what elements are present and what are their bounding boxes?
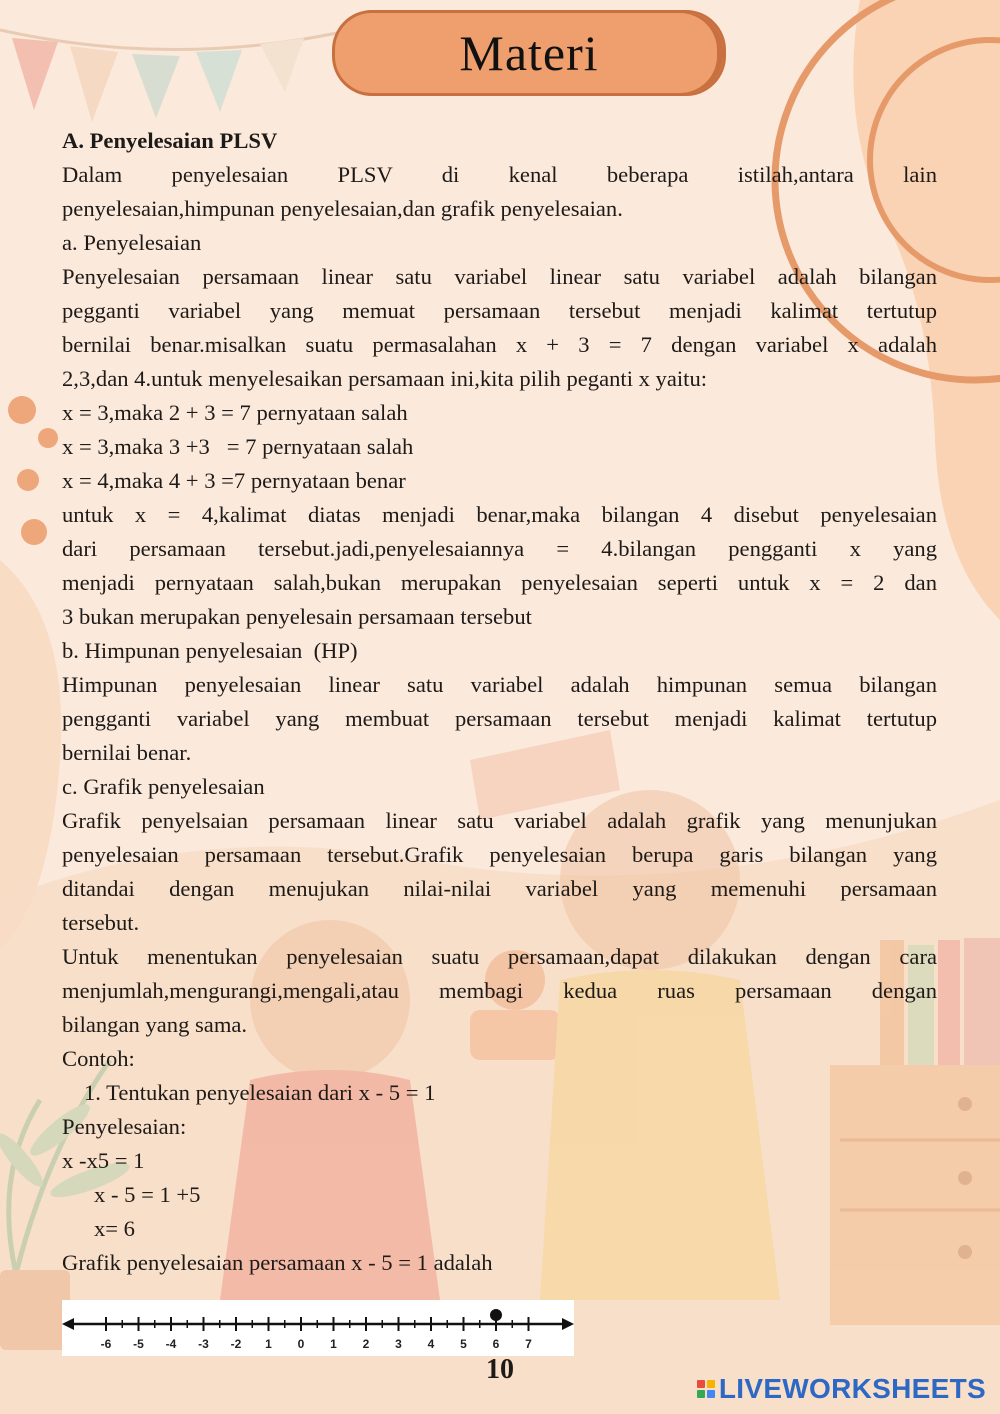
number-line-label: -6 <box>100 1337 112 1351</box>
paragraph-line: dari persamaan tersebut.jadi,penyelesaiannya = 4.bilangan pengganti x yang <box>62 536 937 561</box>
trial-line: x = 3,maka 3 +3 = 7 pernyataan salah <box>62 434 414 459</box>
trial-line: x = 4,maka 4 + 3 =7 pernyataan benar <box>62 468 406 493</box>
number-line-label: -4 <box>165 1337 177 1351</box>
intro-line: penyelesaian,himpunan penyelesaian,dan grafik penyelesaian. <box>62 196 623 221</box>
paragraph-line: Penyelesaian persamaan linear satu variabel linear satu variabel adalah bilangan <box>62 264 937 289</box>
paragraph-line: untuk x = 4,kalimat diatas menjadi benar,maka bilangan 4 disebut penyelesaian <box>62 502 937 527</box>
number-line-figure <box>62 1300 574 1356</box>
decor-dot-icon <box>8 396 36 424</box>
example-problem: 1. Tentukan penyelesaian dari x - 5 = 1 <box>84 1080 436 1105</box>
solution-point-marker <box>490 1309 502 1321</box>
paragraph-line: menjadi pernyataan salah,bukan merupakan penyelesaian seperti untuk x = 2 dan <box>62 570 937 595</box>
bunting-flag-icon <box>260 38 304 92</box>
number-line-label: 1 <box>265 1337 272 1351</box>
paragraph-line: penyelesaian persamaan tersebut.Grafik penyelesaian berupa garis bilangan yang <box>62 842 937 867</box>
decor-dot-icon <box>21 519 47 545</box>
number-line-label: 6 <box>492 1337 500 1351</box>
subheading-a: a. Penyelesaian <box>62 230 202 255</box>
number-line-label: -2 <box>230 1337 242 1351</box>
paragraph-line: 3 bukan merupakan penyelesain persamaan tersebut <box>62 604 532 629</box>
trial-line: x = 3,maka 2 + 3 = 7 pernyataan salah <box>62 400 408 425</box>
paragraph-line: ditandai dengan menujukan nilai-nilai variabel yang memenuhi persamaan <box>62 876 937 901</box>
left-arrow-icon <box>62 1318 74 1330</box>
number-line-label: 0 <box>297 1337 305 1351</box>
number-line-label: 5 <box>460 1337 467 1351</box>
paragraph-line: bilangan yang sama. <box>62 1012 248 1037</box>
number-line-label: -5 <box>133 1337 144 1351</box>
page-number: 10 <box>486 1354 514 1385</box>
intro-line: Dalam penyelesaian PLSV di kenal beberapa istilah,antara lain <box>62 162 937 187</box>
solution-step: x= 6 <box>94 1216 135 1241</box>
brand-name: LIVEWORKSHEETS <box>718 1373 986 1404</box>
bunting-flag-icon <box>12 38 58 110</box>
bunting-flag-icon <box>70 46 118 122</box>
brand-logo[interactable] <box>697 1373 986 1405</box>
paragraph-line: pengganti variabel yang membuat persamaan tersebut menjadi kalimat tertutup <box>62 706 937 731</box>
solution-step: x - 5 = 1 +5 <box>94 1182 201 1207</box>
number-line-label: 1 <box>330 1337 337 1351</box>
number-line-label: -3 <box>198 1337 209 1351</box>
title-banner <box>332 10 726 96</box>
decor-dot-icon <box>17 469 39 491</box>
section-heading: A. Penyelesaian PLSV <box>62 128 278 153</box>
page-title: Materi <box>459 25 599 81</box>
paragraph-line: tersebut. <box>62 910 140 935</box>
graph-caption: Grafik penyelesaian persamaan x - 5 = 1 adalah <box>62 1250 493 1275</box>
paragraph-line: 2,3,dan 4.untuk menyelesaikan persamaan ini,kita pilih peganti x yaitu: <box>62 366 708 391</box>
content-body <box>62 124 937 1280</box>
solution-label: Penyelesaian: <box>62 1114 187 1139</box>
number-line-label: 7 <box>525 1337 532 1351</box>
subheading-c: c. Grafik penyelesaian <box>62 774 265 799</box>
paragraph-line: Untuk menentukan penyelesaian suatu persamaan,dapat dilakukan dengan cara <box>62 944 937 969</box>
number-line-svg <box>62 1300 574 1356</box>
example-label: Contoh: <box>62 1046 135 1071</box>
bunting-flag-icon <box>196 50 242 112</box>
solution-step: x -x5 = 1 <box>62 1148 145 1173</box>
number-line-label: 4 <box>427 1337 435 1351</box>
paragraph-line: menjumlah,mengurangi,mengali,atau membagi kedua ruas persamaan dengan <box>62 978 937 1003</box>
paragraph-line: Himpunan penyelesaian linear satu variabel adalah himpunan semua bilangan <box>62 672 937 697</box>
decor-dot-icon <box>38 428 58 448</box>
liveworksheets-logo-icon <box>697 1380 715 1398</box>
paragraph-line: pegganti variabel yang memuat persamaan tersebut menjadi kalimat tertutup <box>62 298 937 323</box>
paragraph-line: bernilai benar.misalkan suatu permasalahan x + 3 = 7 dengan variabel x adalah <box>62 332 937 357</box>
number-line-label: 3 <box>395 1337 402 1351</box>
bunting-flag-icon <box>132 54 180 118</box>
number-line-label: 2 <box>362 1337 370 1351</box>
paragraph-line: bernilai benar. <box>62 740 192 765</box>
right-arrow-icon <box>562 1318 574 1330</box>
paragraph-line: Grafik penyelsaian persamaan linear satu variabel adalah grafik yang menunjukan <box>62 808 937 833</box>
subheading-b: b. Himpunan penyelesaian (HP) <box>62 638 358 663</box>
